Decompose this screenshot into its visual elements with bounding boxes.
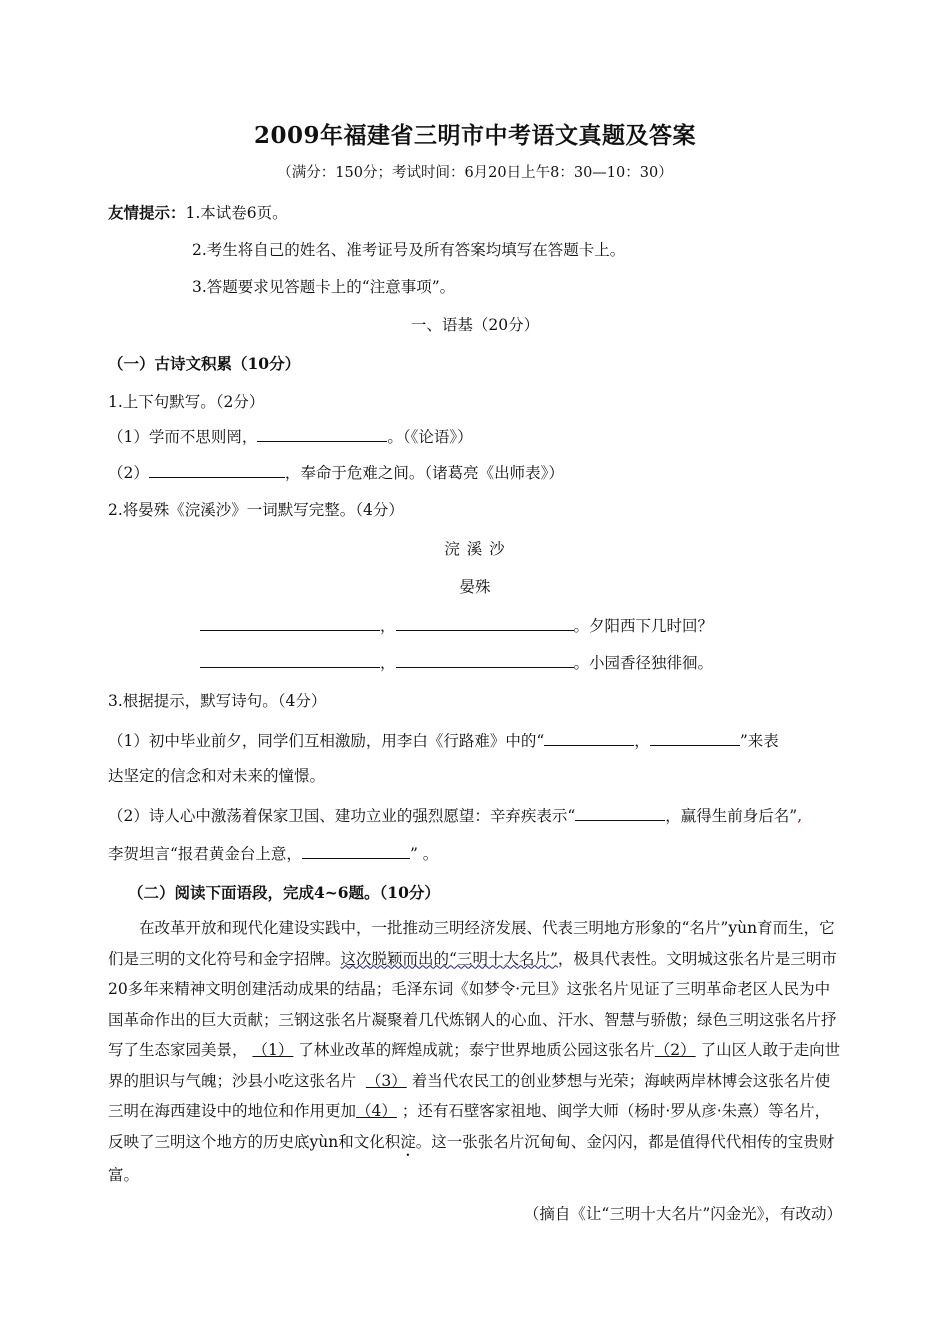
q3-item-2-cont-text: 李贺坦言“报君黄金台上意， <box>108 845 302 863</box>
poem-line-1 <box>200 615 713 636</box>
poem-line-2-end: 。小园香径独徘徊。 <box>573 654 714 672</box>
red-comma: , <box>797 807 803 825</box>
answer-blank[interactable] <box>302 843 410 859</box>
part1-heading: （一）古诗文积累（10分） <box>108 354 301 373</box>
answer-blank[interactable] <box>396 652 574 668</box>
q3-item-1-cont: 达坚定的信念和对未来的憧憬。 <box>108 767 326 785</box>
blank-4: （4） <box>356 1102 397 1120</box>
part2-heading: （二）阅读下面语段，完成4~6题。（10分） <box>128 883 440 902</box>
passage-text: ；还有石壁客家祖地、闽学大师（杨时·罗从彦·朱熹）等名片，反映了三明这个地方的历史底yùn和文化积 <box>108 1102 831 1151</box>
page-title: 2009年福建省三明市中考语文真题及答案 <box>253 122 696 149</box>
answer-blank[interactable] <box>257 426 387 442</box>
wavy-underlined-phrase: 这次脱颖而出的“三明十大名片” <box>340 949 558 968</box>
answer-blank[interactable] <box>200 652 380 668</box>
q1-item-1 <box>108 426 473 447</box>
section-heading: 一、语基（20分） <box>410 316 540 334</box>
passage-text: 了山区人敢于走向世界的胆识与气魄；沙县小吃这张名片 <box>108 1041 841 1090</box>
tip-item: 1.本试卷6页。 <box>185 204 288 222</box>
answer-blank[interactable] <box>396 615 574 631</box>
q3-item-1-end: ”来表 <box>739 732 779 750</box>
poem-line-2 <box>200 652 713 673</box>
comma: ， <box>380 617 396 635</box>
tips-label: 友情提示： <box>108 203 186 222</box>
passage-text: 着当代农民工的创业梦想与光荣；海峡两岸林博会这张名片使三明在海西建设中的地位和作用更加 <box>108 1071 831 1120</box>
q1-item-2-num: （2） <box>108 464 149 482</box>
q1-stem: 1.上下句默写。（2分） <box>108 393 265 411</box>
q3-item-1 <box>108 730 779 751</box>
blank-2: （2） <box>654 1041 696 1059</box>
answer-blank[interactable] <box>650 730 740 746</box>
answer-blank[interactable] <box>575 805 665 821</box>
q3-item-2-end: ，赢得生前身后名” <box>665 807 798 825</box>
q1-item-2 <box>108 462 564 483</box>
poem-author: 晏殊 <box>459 578 491 596</box>
poem-title: 浣 溪 沙 <box>444 540 506 558</box>
q3-item-2-cont <box>108 843 438 864</box>
passage-text: 在改革开放和现代化建设实践中，一批推动三明经济发展、代表三明地方形象的“名片”yùn育而生，它们是三明的文化符号和金字招牌。 <box>108 919 835 968</box>
passage-paragraph <box>108 913 843 1190</box>
q1-item-1-source: 。（《论语》） <box>387 428 473 446</box>
dotted-char: 淀 <box>400 1132 416 1151</box>
reading-passage <box>108 913 843 1190</box>
passage-text: ，极具代表性。文明城这张名片是三明市20多年来精神文明创建活动成果的结晶；毛泽东词《如梦令·元旦》这张名片见证了三明革命老区人民为中国革命作出的巨大贡献；三钢这张名片凝聚着几代炼钢人的心血、汗水、智慧与骄傲；绿色三明这张名片抒写了生态家园美景， <box>108 949 837 1059</box>
q3-item-1-text: （1）初中毕业前夕，同学们互相激励，用李白《行路难》中的“ <box>108 732 545 750</box>
q1-item-2-text: ，奉命于危难之间。（诸葛亮《出师表》） <box>284 464 564 482</box>
q1-item-1-text: （1）学而不思则罔， <box>108 428 258 446</box>
blank-1: （1） <box>252 1041 294 1059</box>
answer-blank[interactable] <box>544 730 634 746</box>
tip-item: 2.考生将自己的姓名、准考证号及所有答案均填写在答题卡上。 <box>192 241 626 259</box>
poem-line-1-end: 。夕阳西下几时回？ <box>573 617 714 635</box>
passage-text: 。这一张张名片沉甸甸、金闪闪，都是值得代代相传的宝贵财富。 <box>108 1132 835 1184</box>
q3-item-2-text: （2）诗人心中激荡着保家卫国、建功立业的强烈愿望：辛弃疾表示“ <box>108 807 576 825</box>
answer-blank[interactable] <box>149 462 285 478</box>
blank-3: （3） <box>365 1071 407 1090</box>
tip-item: 3.答题要求见答题卡上的“注意事项”。 <box>192 278 456 296</box>
comma: ， <box>634 732 650 750</box>
passage-source: （摘自《让“三明十大名片”闪金光》，有改动） <box>523 1205 842 1223</box>
answer-blank[interactable] <box>200 615 380 631</box>
q3-stem: 3.根据提示，默写诗句。（4分） <box>108 692 327 710</box>
tips-line-1 <box>108 203 288 223</box>
q2-stem: 2.将晏殊《浣溪沙》一词默写完整。（4分） <box>108 501 404 519</box>
comma: ， <box>380 654 396 672</box>
q3-item-2-cont-end: ” 。 <box>409 845 439 863</box>
exam-info: （满分：150分；考试时间：6月20日上午8：30—10：30） <box>277 165 673 181</box>
passage-text: 了林业改革的辉煌成就；泰宁世界地质公园这张名片 <box>298 1041 655 1059</box>
q3-item-2 <box>108 805 802 826</box>
